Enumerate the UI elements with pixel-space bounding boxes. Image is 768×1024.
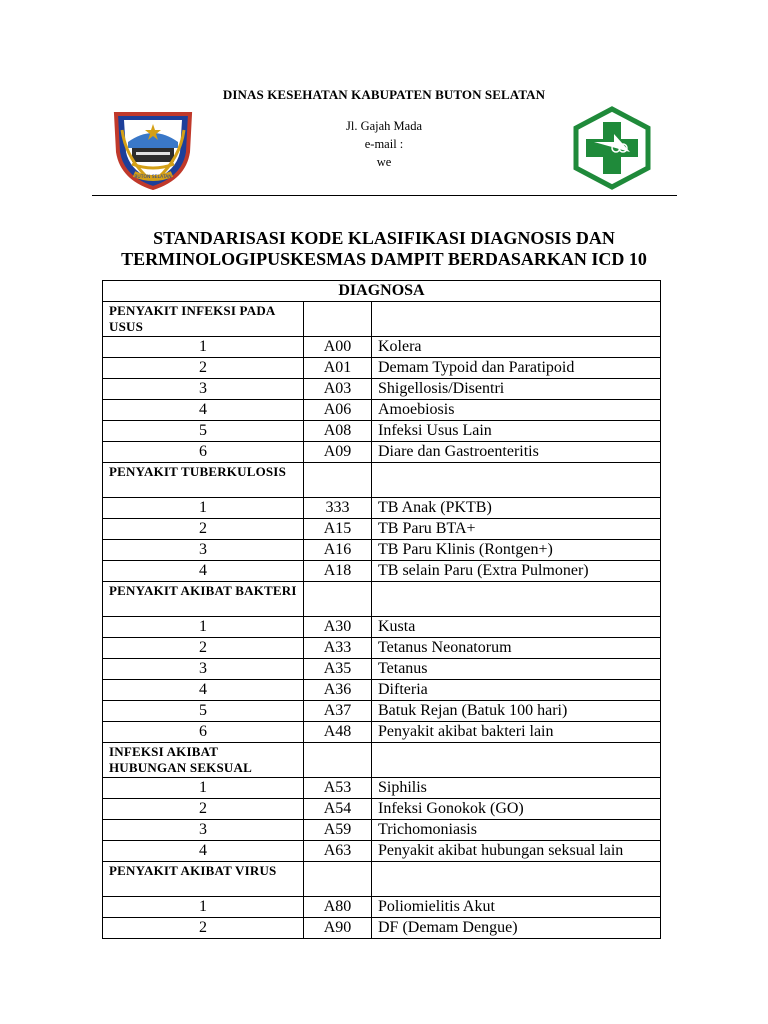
- diagnosis-name: Difteria: [372, 680, 661, 701]
- table-row: [103, 701, 661, 722]
- table-row: [103, 421, 661, 442]
- diagnosis-name: Batuk Rejan (Batuk 100 hari): [372, 701, 661, 722]
- group-row: [103, 582, 661, 617]
- group-row: [103, 862, 661, 897]
- diagnosis-name: Trichomoniasis: [372, 820, 661, 841]
- table-row: [103, 918, 661, 939]
- row-number: 4: [103, 561, 304, 582]
- table-row: [103, 498, 661, 519]
- row-number: 2: [103, 519, 304, 540]
- table-row: [103, 379, 661, 400]
- row-number: 5: [103, 421, 304, 442]
- icd-code: A48: [304, 722, 372, 743]
- group-row: [103, 302, 661, 337]
- group-name: PENYAKIT INFEKSI PADA USUS: [103, 302, 304, 337]
- document-title: [0, 228, 768, 270]
- row-number: 3: [103, 659, 304, 680]
- icd-code: A37: [304, 701, 372, 722]
- table-row: [103, 659, 661, 680]
- table-row: [103, 680, 661, 701]
- table-row: [103, 561, 661, 582]
- group-name: INFEKSI AKIBAT HUBUNGAN SEKSUAL: [103, 743, 304, 778]
- table-row: [103, 841, 661, 862]
- table-header-row: [103, 281, 661, 302]
- row-number: 1: [103, 617, 304, 638]
- group-name: PENYAKIT TUBERKULOSIS: [103, 463, 304, 498]
- title-line-1: STANDARISASI KODE KLASIFIKASI DIAGNOSIS DAN: [153, 228, 615, 248]
- table-row: [103, 638, 661, 659]
- diagnosis-name: TB Paru BTA+: [372, 519, 661, 540]
- row-number: 3: [103, 540, 304, 561]
- icd-code: A08: [304, 421, 372, 442]
- diagnosis-name: Kusta: [372, 617, 661, 638]
- diagnosis-name: TB Anak (PKTB): [372, 498, 661, 519]
- table-row: [103, 400, 661, 421]
- icd-code: A09: [304, 442, 372, 463]
- diagnosis-name: Kolera: [372, 337, 661, 358]
- row-number: 1: [103, 337, 304, 358]
- header-divider: [92, 195, 677, 196]
- diagnosis-name: Demam Typoid dan Paratipoid: [372, 358, 661, 379]
- diagnosis-name: Shigellosis/Disentri: [372, 379, 661, 400]
- buton-selatan-crest-logo: [108, 108, 198, 190]
- group-code-cell: [304, 862, 372, 897]
- table-row: [103, 799, 661, 820]
- row-number: 3: [103, 379, 304, 400]
- icd-code: A00: [304, 337, 372, 358]
- diagnosis-name: Diare dan Gastroenteritis: [372, 442, 661, 463]
- row-number: 4: [103, 400, 304, 421]
- table-row: [103, 337, 661, 358]
- diagnosis-name: Infeksi Usus Lain: [372, 421, 661, 442]
- diagnosis-name: TB selain Paru (Extra Pulmoner): [372, 561, 661, 582]
- address-extra: we: [376, 155, 392, 169]
- group-name-cell: [372, 302, 661, 337]
- icd-code: A01: [304, 358, 372, 379]
- row-number: 4: [103, 841, 304, 862]
- icd-code: A15: [304, 519, 372, 540]
- group-row: [103, 743, 661, 778]
- diagnosis-name: Siphilis: [372, 778, 661, 799]
- diagnosis-name: Tetanus Neonatorum: [372, 638, 661, 659]
- table-row: [103, 358, 661, 379]
- icd-code: A59: [304, 820, 372, 841]
- icd-code: A35: [304, 659, 372, 680]
- row-number: 1: [103, 498, 304, 519]
- table-row: [103, 897, 661, 918]
- icd-code: A36: [304, 680, 372, 701]
- diagnosis-table: [102, 280, 661, 939]
- diagnosis-name: Tetanus: [372, 659, 661, 680]
- address-email: e-mail :: [364, 137, 404, 151]
- icd-code: A30: [304, 617, 372, 638]
- group-row: [103, 463, 661, 498]
- diagnosis-name: Poliomielitis Akut: [372, 897, 661, 918]
- row-number: 3: [103, 820, 304, 841]
- group-name: PENYAKIT AKIBAT VIRUS: [103, 862, 304, 897]
- row-number: 1: [103, 778, 304, 799]
- row-number: 6: [103, 442, 304, 463]
- table-row: [103, 617, 661, 638]
- icd-code: A54: [304, 799, 372, 820]
- puskesmas-logo: [570, 106, 654, 190]
- group-name-cell: [372, 862, 661, 897]
- group-name-cell: [372, 743, 661, 778]
- diagnosis-name: TB Paru Klinis (Rontgen+): [372, 540, 661, 561]
- diagnosis-name: DF (Demam Dengue): [372, 918, 661, 939]
- row-number: 4: [103, 680, 304, 701]
- title-line-2: TERMINOLOGIPUSKESMAS DAMPIT BERDASARKAN ICD 10: [121, 249, 647, 269]
- icd-code: 333: [304, 498, 372, 519]
- row-number: 6: [103, 722, 304, 743]
- table-header-diagnosa: DIAGNOSA: [103, 281, 661, 302]
- agency-name: DINAS KESEHATAN KABUPATEN BUTON SELATAN: [222, 87, 546, 102]
- icd-code: A90: [304, 918, 372, 939]
- group-code-cell: [304, 302, 372, 337]
- table-row: [103, 540, 661, 561]
- icd-code: A03: [304, 379, 372, 400]
- group-name-cell: [372, 582, 661, 617]
- row-number: 2: [103, 918, 304, 939]
- icd-code: A80: [304, 897, 372, 918]
- group-code-cell: [304, 582, 372, 617]
- icd-code: A16: [304, 540, 372, 561]
- svg-text:BUTON SELATAN: BUTON SELATAN: [134, 175, 172, 180]
- table-row: [103, 820, 661, 841]
- row-number: 2: [103, 638, 304, 659]
- diagnosis-name: Amoebiosis: [372, 400, 661, 421]
- group-code-cell: [304, 463, 372, 498]
- table-row: [103, 442, 661, 463]
- table-row: [103, 519, 661, 540]
- diagnosis-name: Penyakit akibat hubungan seksual lain: [372, 841, 661, 862]
- group-code-cell: [304, 743, 372, 778]
- icd-code: A63: [304, 841, 372, 862]
- icd-code: A33: [304, 638, 372, 659]
- row-number: 2: [103, 799, 304, 820]
- row-number: 2: [103, 358, 304, 379]
- icd-code: A06: [304, 400, 372, 421]
- group-name: PENYAKIT AKIBAT BAKTERI: [103, 582, 304, 617]
- diagnosis-name: Infeksi Gonokok (GO): [372, 799, 661, 820]
- table-row: [103, 722, 661, 743]
- row-number: 1: [103, 897, 304, 918]
- address-street: Jl. Gajah Mada: [345, 119, 423, 133]
- row-number: 5: [103, 701, 304, 722]
- icd-code: A18: [304, 561, 372, 582]
- diagnosis-name: Penyakit akibat bakteri lain: [372, 722, 661, 743]
- icd-code: A53: [304, 778, 372, 799]
- table-row: [103, 778, 661, 799]
- group-name-cell: [372, 463, 661, 498]
